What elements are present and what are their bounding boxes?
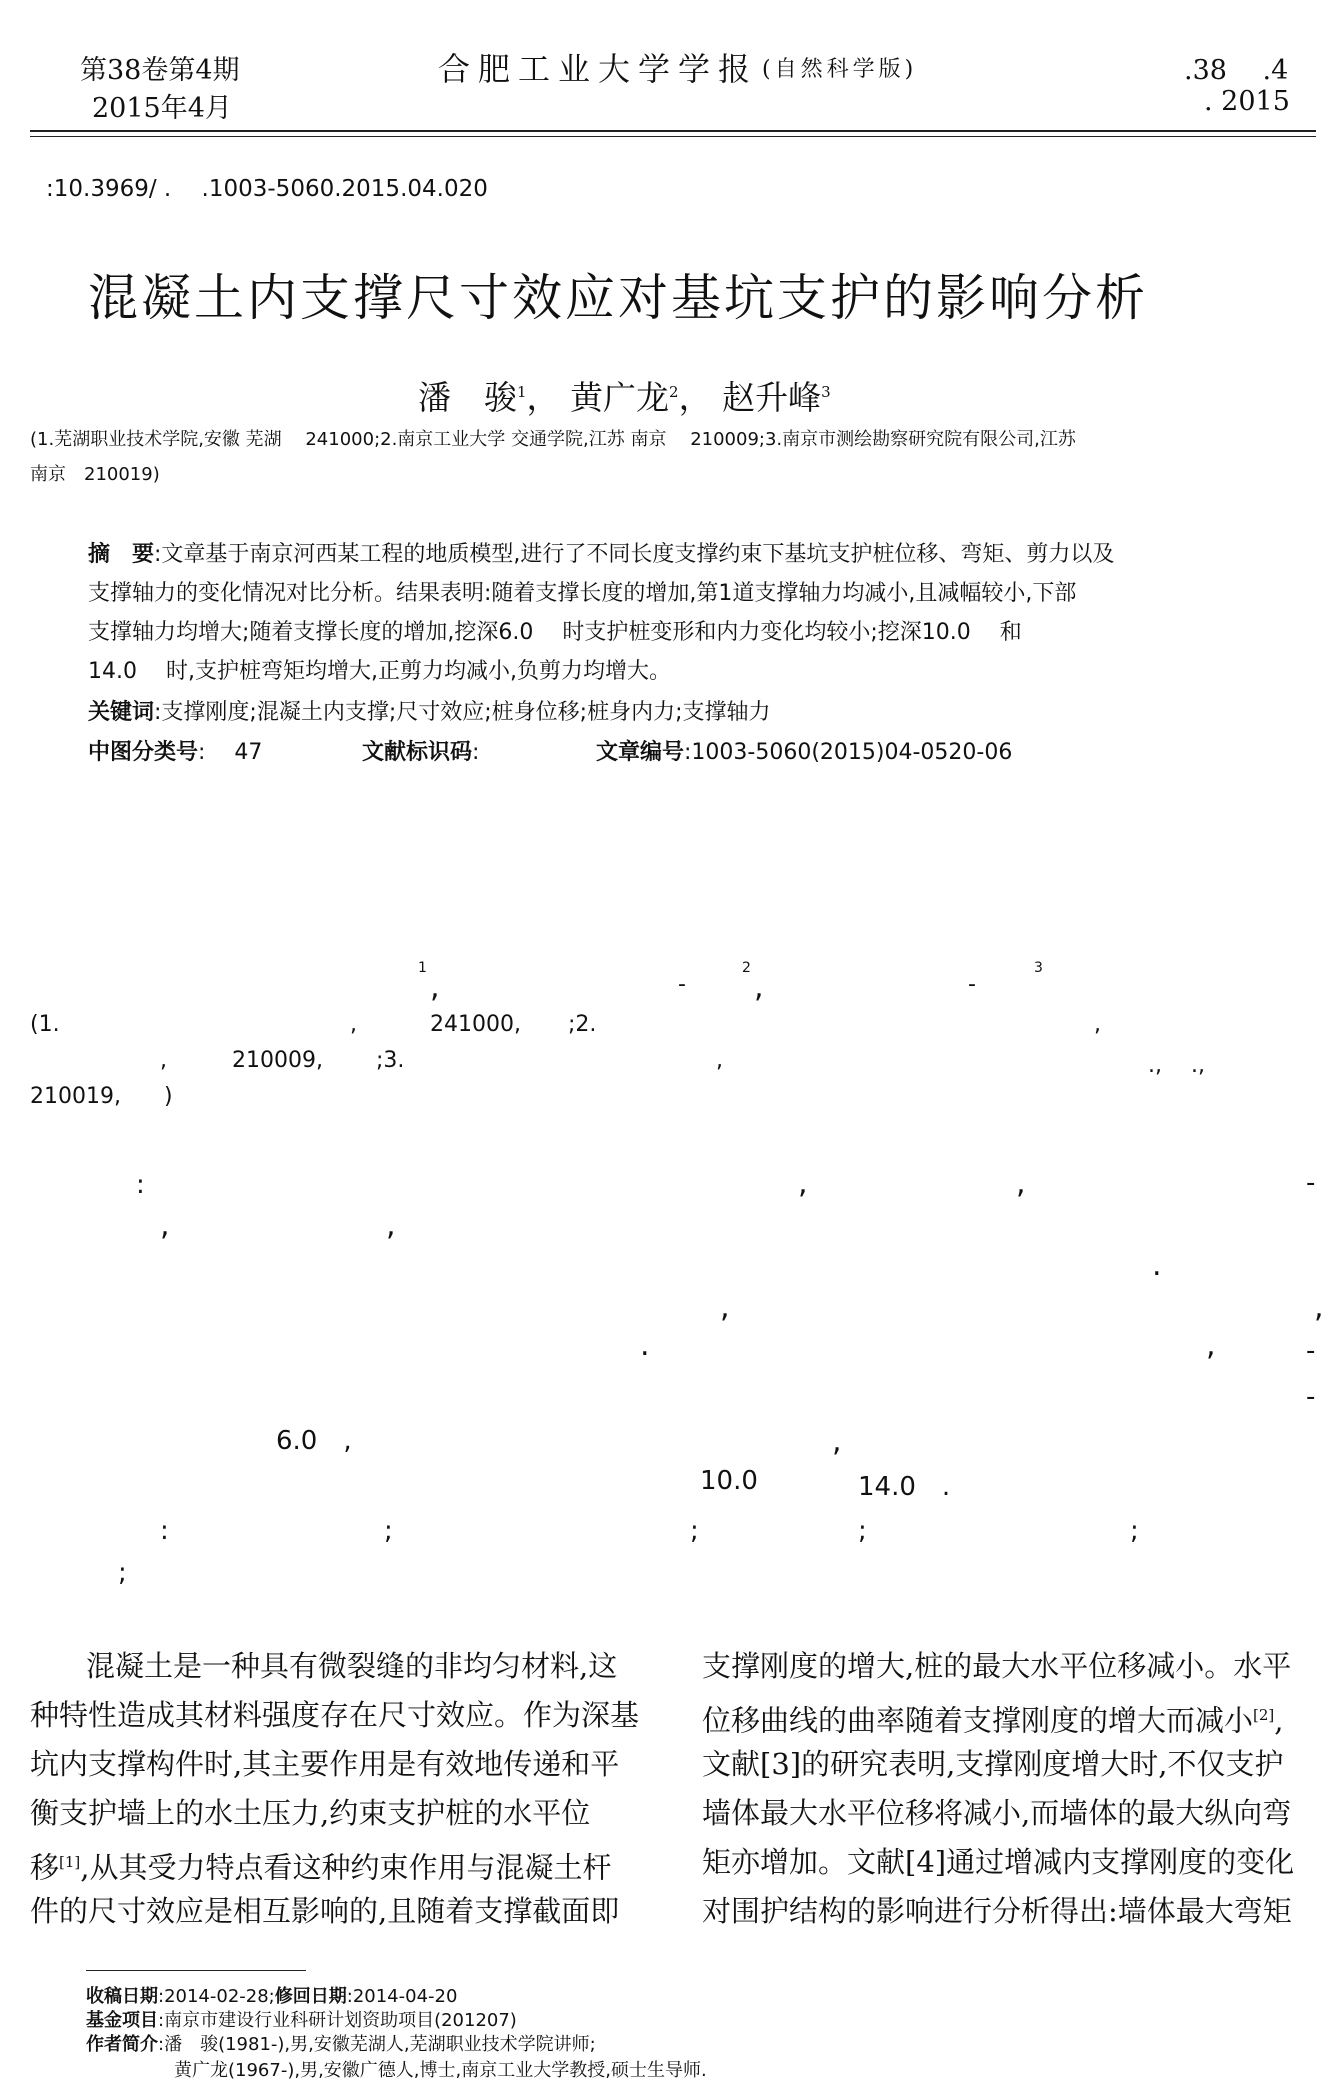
- body-right-line: 对围护结构的影响进行分析得出:墙体最大弯矩: [702, 1894, 1292, 1928]
- body-text: 移: [30, 1850, 60, 1885]
- volume-issue: 第38卷第4期: [80, 55, 240, 86]
- fund-label: 基金项目: [86, 2010, 158, 2031]
- doc-code-line: [362, 733, 479, 772]
- en-abstract-fragment: ,: [720, 1290, 730, 1325]
- en-abstract-fragment: -: [1306, 1336, 1316, 1366]
- affiliation-line-1: (1.芜湖职业技术学院,安徽 芜湖 241000;2.南京工业大学 交通学院,江苏 南京 210009;3.南京市测绘勘察研究院有限公司,江苏: [30, 429, 1076, 450]
- en-abstract-fragment: ,: [386, 1208, 396, 1243]
- en-affil-fragment: ;2.: [568, 1012, 597, 1037]
- footnote-rule: [86, 1970, 306, 1971]
- received-date-line: [86, 1982, 457, 2008]
- article-number-value: :1003-5060(2015)04-0520-06: [684, 740, 1013, 765]
- affiliation-line-2: 南京 210019): [30, 464, 160, 485]
- en-keywords-fragment: ;: [118, 1558, 127, 1588]
- abstract-label: 摘 要: [88, 542, 155, 567]
- clc-line: [88, 733, 262, 772]
- en-keywords-fragment: ;: [384, 1516, 393, 1546]
- body-left-line: 混凝土是一种具有微裂缝的非均匀材料,这: [86, 1649, 618, 1683]
- fund-line: [86, 2006, 517, 2032]
- en-abstract-fragment: ,: [798, 1166, 808, 1201]
- author-affil-mark: 1: [517, 383, 527, 401]
- fund-value: :南京市建设行业科研计划资助项目(201207): [158, 2010, 517, 2031]
- en-keywords-fragment: ;: [690, 1516, 699, 1546]
- en-affil-fragment: 210009,: [232, 1048, 323, 1073]
- keywords-line: [88, 693, 771, 732]
- clc-value: : 47: [198, 740, 263, 765]
- en-abstract-fragment: ,: [1016, 1166, 1026, 1201]
- body-left-line: 衡支护墙上的水土压力,约束支护桩的水平位: [30, 1796, 591, 1830]
- body-left-line: 坑内支撑构件时,其主要作用是有效地传递和平: [30, 1747, 620, 1781]
- en-abstract-fragment: ,: [1206, 1328, 1216, 1363]
- author-bio-line-2: 黄广龙(1967-),男,安徽广德人,博士,南京工业大学教授,硕士生导师.: [174, 2060, 707, 2081]
- en-abstract-fragment: .: [640, 1328, 650, 1363]
- body-right-line: 文献[3]的研究表明,支撑刚度增大时,不仅支护: [702, 1747, 1284, 1781]
- clc-label: 中图分类号: [88, 740, 199, 765]
- author-bio-value: :潘 骏(1981-),男,安徽芜湖人,芜湖职业技术学院讲师;: [158, 2034, 596, 2055]
- doc-code-value: :: [472, 740, 480, 765]
- body-text: ,: [1274, 1703, 1284, 1738]
- received-label: 收稿日期: [86, 1986, 158, 2007]
- article-number-label: 文章编号: [596, 740, 685, 765]
- journal-edition: (自然科学版): [762, 57, 918, 82]
- revised-label: 修回日期: [274, 1986, 347, 2007]
- en-keywords-fragment: ;: [858, 1516, 867, 1546]
- author-separator: ，: [526, 378, 560, 417]
- english-date: . 2015: [1204, 86, 1290, 117]
- abstract-line-3: 支撑轴力均增大;随着支撑长度的增加,挖深6.0 时支护桩变形和内力变化均较小;挖深10.0 和: [88, 620, 1022, 645]
- body-right-line: 墙体最大水平位移将减小,而墙体的最大纵向弯: [702, 1796, 1292, 1830]
- body-right-line: [702, 1691, 1283, 1746]
- en-abstract-fragment: 10.0: [700, 1466, 758, 1496]
- en-abstract-fragment: ,: [160, 1208, 170, 1243]
- body-text: 位移曲线的曲率随着支撑刚度的增大而减小: [702, 1703, 1254, 1738]
- author-name: 黄广龙: [570, 378, 670, 417]
- article-number-line: [596, 733, 1012, 772]
- en-affil-fragment: ,: [160, 1048, 167, 1073]
- abstract-text: :文章基于南京河西某工程的地质模型,进行了不同长度支撑约束下基坑支护桩位移、弯矩、剪力以及: [154, 542, 1115, 567]
- author-separator: ，: [678, 378, 712, 417]
- en-author-hyphen: -: [968, 972, 976, 997]
- en-author-sep: ,: [430, 970, 440, 1005]
- en-abstract-fragment: -: [1306, 1382, 1316, 1412]
- keywords-text: :支撑刚度;混凝土内支撑;尺寸效应;桩身位移;桩身内力;支撑轴力: [154, 700, 771, 725]
- en-abstract-fragment: :: [136, 1170, 145, 1200]
- author-bio-line: [86, 2030, 596, 2056]
- journal-title: 合肥工业大学学报: [438, 50, 759, 88]
- citation-mark: [2]: [1253, 1706, 1275, 1724]
- body-right-line: 支撑刚度的增大,桩的最大水平位移减小。水平: [702, 1649, 1292, 1683]
- citation-mark: [1]: [59, 1853, 81, 1871]
- en-affil-fragment: ;3.: [376, 1048, 405, 1073]
- author-name: 潘 骏: [418, 378, 517, 417]
- abstract-line-2: 支撑轴力的变化情况对比分析。结果表明:随着支撑长度的增加,第1道支撑轴力均减小,且减幅较小,下部: [88, 581, 1077, 606]
- en-abstract-fragment: ,: [832, 1424, 842, 1459]
- author-bio-label: 作者简介: [86, 2034, 158, 2055]
- en-abstract-fragment: 14.0 .: [858, 1472, 951, 1502]
- abstract-line-4: 14.0 时,支护桩弯矩均增大,正剪力均减小,负剪力均增大。: [88, 659, 671, 684]
- en-abstract-fragment: -: [1306, 1168, 1316, 1198]
- header-rule: [30, 130, 1316, 132]
- en-author-mark-1: 1: [418, 960, 427, 976]
- english-volume: .38 .4: [1184, 55, 1289, 86]
- en-keywords-fragment: :: [160, 1516, 169, 1546]
- body-right-line: 矩亦增加。文献[4]通过增减内支撑刚度的变化: [702, 1845, 1295, 1879]
- en-affil-fragment: ,: [716, 1048, 723, 1073]
- en-affil-fragment: 241000,: [430, 1012, 521, 1037]
- en-affil-fragment: (1.: [30, 1012, 60, 1037]
- en-author-sep: ,: [754, 970, 764, 1005]
- en-author-mark-2: 2: [742, 960, 751, 976]
- en-abstract-fragment: .: [1152, 1248, 1162, 1283]
- abstract-line-1: [88, 535, 1114, 574]
- en-affil-fragment: ., .,: [1148, 1053, 1205, 1078]
- en-affil-fragment: ): [164, 1084, 173, 1109]
- en-affil-fragment: 210019,: [30, 1084, 121, 1109]
- en-abstract-fragment: ,: [1314, 1290, 1324, 1325]
- issue-date: 2015年4月: [92, 93, 232, 124]
- revised-value: :2014-04-20: [346, 1986, 458, 2007]
- header-rule-thin: [30, 136, 1316, 137]
- body-text: ,从其受力特点看这种约束作用与混凝土杆: [80, 1850, 612, 1885]
- author-affil-mark: 3: [821, 383, 831, 401]
- keywords-label: 关键词: [88, 700, 155, 725]
- en-abstract-fragment: 6.0 ,: [276, 1426, 352, 1456]
- article-title: 混凝土内支撑尺寸效应对基坑支护的影响分析: [88, 269, 1148, 327]
- doi-line: :10.3969/ . .1003-5060.2015.04.020: [46, 176, 488, 202]
- en-author-mark-3: 3: [1034, 960, 1043, 976]
- body-left-line: [30, 1838, 612, 1893]
- author-affil-mark: 2: [669, 383, 679, 401]
- doc-code-label: 文献标识码: [362, 740, 473, 765]
- author-list: [418, 372, 831, 419]
- en-affil-fragment: ,: [350, 1012, 357, 1037]
- en-keywords-fragment: ;: [1130, 1516, 1139, 1546]
- en-affil-fragment: ,: [1094, 1012, 1101, 1037]
- en-author-hyphen: -: [678, 972, 686, 997]
- body-left-line: 种特性造成其材料强度存在尺寸效应。作为深基: [30, 1698, 640, 1732]
- author-name: 赵升峰: [722, 378, 822, 417]
- body-left-line: 件的尺寸效应是相互影响的,且随着支撑截面即: [30, 1894, 620, 1928]
- received-value: :2014-02-28;: [158, 1986, 275, 2007]
